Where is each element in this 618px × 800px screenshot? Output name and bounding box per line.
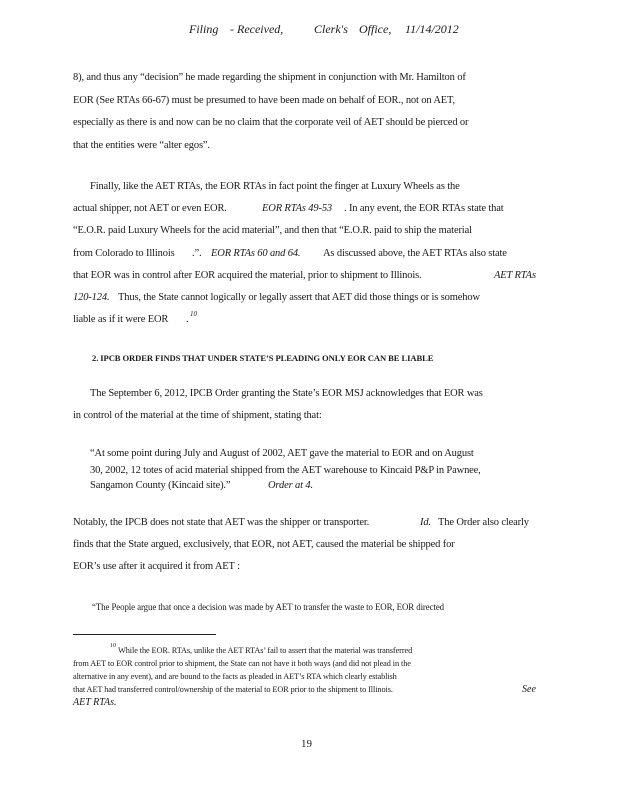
paragraph-2-line-5a: that EOR was in control after EOR acquired the material, prior to shipment to Illinois. — [73, 270, 422, 281]
header-date: 11/14/2012 — [405, 22, 459, 36]
footnote-line-2: from AET to EOR control prior to shipment, the State can not have it both ways (and did not plead in the — [73, 659, 411, 668]
paragraph-4-line-3: EOR’s use after it acquired it from AET : — [73, 561, 240, 572]
paragraph-1-line-2: EOR (See RTAs 66-67) must be presumed to have been made on behalf of EOR., not on AET, — [73, 95, 456, 106]
paragraph-2-line-4b: .”. — [192, 248, 202, 259]
citation-eor-rtas-60-64: EOR RTAs 60 and 64. — [211, 248, 301, 259]
page-number: 19 — [301, 738, 312, 750]
citation-id: Id. — [420, 517, 431, 528]
section-heading-2: 2. IPCB ORDER FINDS THAT UNDER STATE’S PLEADING ONLY EOR CAN BE LIABLE — [92, 353, 434, 363]
paragraph-2-line-4d: As discussed above, the AET RTAs also state — [323, 248, 507, 259]
paragraph-4-line-1a: Notably, the IPCB does not state that AET was the shipper or transporter. — [73, 517, 370, 528]
citation-eor-rtas-49-53: EOR RTAs 49-53 — [262, 203, 333, 214]
footnote-line-4: that AET had transferred control/ownership of the material to EOR prior to the shipment to Illinois. — [73, 685, 393, 694]
footnote-number: 10 — [110, 643, 116, 649]
paragraph-3-line-1: The September 6, 2012, IPCB Order granting the State’s EOR MSJ acknowledges that EOR was — [90, 388, 483, 399]
paragraph-3-line-2: in control of the material at the time of shipment, stating that: — [73, 410, 322, 421]
paragraph-2-line-7a: liable as if it were EOR — [73, 314, 169, 325]
citation-order-at-4: Order at 4. — [268, 480, 313, 491]
footnote-see: See — [522, 684, 536, 695]
paragraph-1-line-1: 8), and thus any “decision” he made regarding the shipment in conjunction with Mr. Hamilton of — [73, 72, 466, 83]
header-clerks: Clerk's — [314, 22, 348, 36]
paragraph-4-line-2: finds that the State argued, exclusively, that EOR, not AET, caused the material be shipped for — [73, 539, 455, 550]
paragraph-2-line-4a: from Colorado to Illinois — [73, 248, 175, 259]
paragraph-2-line-2c: . In any event, the EOR RTAs state that — [344, 203, 504, 214]
quote-1-line-3a: Sangamon County (Kincaid site).” — [90, 480, 231, 491]
paragraph-2-line-6b: Thus, the State cannot logically or legally assert that AET did those things or is somehow — [118, 292, 480, 303]
paragraph-2-line-1: Finally, like the AET RTAs, the EOR RTAs in fact point the finger at Luxury Wheels as the — [90, 181, 460, 192]
citation-aet-rtas: AET RTAs — [494, 270, 536, 281]
paragraph-1-line-4: that the entities were “alter egos”. — [73, 140, 210, 151]
footnote-aet-rtas: AET RTAs. — [73, 697, 117, 708]
footnote-separator — [73, 634, 216, 635]
quote-2-line-1: “The People argue that once a decision was made by AET to transfer the waste to EOR, EOR directed — [92, 602, 445, 612]
footnote-line-1: While the EOR. RTAs, unlike the AET RTAs’ fail to assert that the material was transferred — [118, 646, 413, 655]
citation-120-124: 120-124. — [73, 292, 110, 303]
paragraph-2-line-7b: . — [186, 314, 189, 325]
paragraph-2-line-2a: actual shipper, not AET or even EOR. — [73, 203, 227, 214]
header-received: - Received, — [230, 22, 284, 36]
footnote-reference-10: 10 — [190, 310, 197, 318]
paragraph-4-line-1c: The Order also clearly — [438, 517, 529, 528]
header-office: Office, — [359, 22, 392, 36]
header-filing: Filing — [189, 22, 219, 36]
paragraph-1-line-3: especially as there is and now can be no claim that the corporate veil of AET should be pierced or — [73, 117, 469, 128]
quote-1-line-1: “At some point during July and August of 2002, AET gave the material to EOR and on August — [90, 448, 474, 459]
footnote-line-3: alternative in any event), and are bound to the facts as pleaded in AET’s RTA which clearly establish — [73, 672, 397, 681]
paragraph-2-line-3: “E.O.R. paid Luxury Wheels for the acid material”, and then that “E.O.R. paid to ship the material — [73, 225, 472, 236]
quote-1-line-2: 30, 2002, 12 totes of acid material shipped from the AET warehouse to Kincaid P&P in Pawnee, — [90, 465, 481, 476]
